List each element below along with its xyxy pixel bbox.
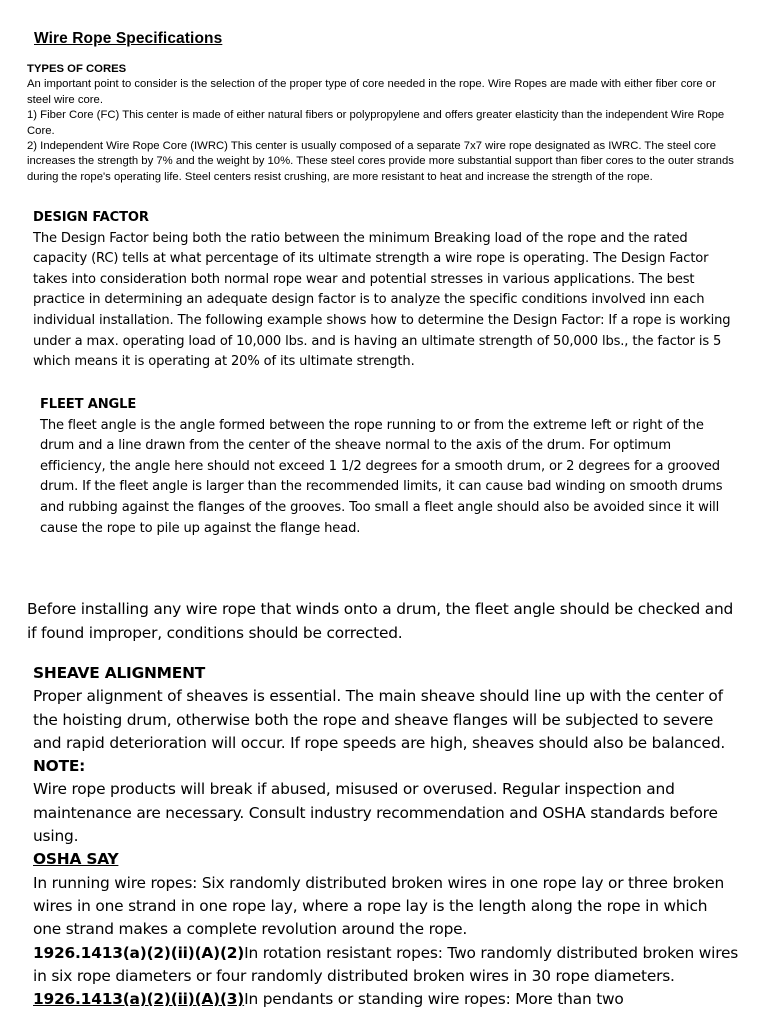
types-of-cores-section xyxy=(27,62,739,185)
types-of-cores-intro: An important point to consider is the selection of the proper type of core needed in the rope. Wire Ropes are made with either fiber core or steel wire core. xyxy=(27,78,716,106)
before-installing-section xyxy=(27,598,737,645)
document-title: Wire Rope Specifications xyxy=(34,30,223,47)
osha-ref-2: 1926.1413(a)(2)(ii)(A)(3) xyxy=(33,990,245,1009)
fleet-angle-heading: FLEET ANGLE xyxy=(40,397,137,412)
design-factor-heading: DESIGN FACTOR xyxy=(33,210,149,225)
sheave-alignment-heading: SHEAVE ALIGNMENT xyxy=(33,664,206,682)
osha-text-2: In pendants or standing wire ropes: More than two xyxy=(244,990,624,1009)
types-of-cores-heading: TYPES OF CORES xyxy=(27,63,127,75)
sheave-alignment-body: Proper alignment of sheaves is essential. The main sheave should line up with the center of the hoisting drum, otherwise both the rope and sheave flanges will be subjected to severe and rapid deterioration will occur. If rope speeds are high, sheaves should also be balanced. xyxy=(33,687,726,752)
note-heading: NOTE: xyxy=(33,757,86,776)
note-body: Wire rope products will break if abused, misused or overused. Regular inspection and maintenance are necessary. Consult industry recommendation and OSHA standards before using. xyxy=(33,780,718,846)
osha-rotation-resistant xyxy=(33,942,739,1012)
osha-ref-1: 1926.1413(a)(2)(ii)(A)(2) xyxy=(33,943,245,962)
lower-section xyxy=(33,662,739,1011)
before-installing-text: Before installing any wire rope that winds onto a drum, the fleet angle should be checked and if found improper, conditions should be corrected. xyxy=(27,600,734,642)
osha-text-1: In rotation resistant ropes: Two randomly distributed broken wires in six rope diameters or four randomly distributed broken wires in 30 rope diameters. xyxy=(33,943,739,985)
design-factor-body: The Design Factor being both the ratio between the minimum Breaking load of the rope and the rated capacity (RC) tells at what percentage of its ultimate strength a wire rope is operating. The Design Factor takes into consideration both normal rope wear and potential stresses in various applications. The best practice in determining an adequate design factor is to analyze the specific conditions involved inn each individual installation. The following example shows how to determine the Design Factor: If a rope is working under a max. operating load of 10,000 lbs. and is having an ultimate strength of 50,000 lbs., the factor is 5 which means it is operating at 20% of its ultimate strength. xyxy=(33,230,731,370)
fiber-core-item: 1) Fiber Core (FC) This center is made of either natural fibers or polypropylene and offers greater elasticity than the independent Wire Rope Core. xyxy=(27,109,725,137)
iwrc-item: 2) Independent Wire Rope Core (IWRC) This center is usually composed of a separate 7x7 wire rope designated as IWRC. The steel core increases the strength by 7% and the weight by 10%. These steel cores provide more substantial support than fiber cores to the outer strands during the rope's operating life. Steel centers resist crushing, are more resistant to heat and increase the strength of the rope. xyxy=(27,140,734,183)
osha-body: In running wire ropes: Six randomly distributed broken wires in one rope lay or three broken wires in one strand in one rope lay, where a rope lay is the length along the rope in which one strand makes a complete revolution around the rope. xyxy=(33,873,725,939)
design-factor-section xyxy=(33,208,733,373)
osha-heading: OSHA SAY xyxy=(33,850,119,869)
fleet-angle-body: The fleet angle is the angle formed between the rope running to or from the extreme left or right of the drum and a line drawn from the center of the sheave normal to the axis of the drum. For optimum efficiency, the angle here should not exceed 1 1/2 degrees for a smooth drum, or 2 degrees for a grooved drum. If the fleet angle is larger than the recommended limits, it can cause bad winding on smooth drums and rubbing against the flanges of the grooves. Too small a fleet angle should also be avoided since it will cause the rope to pile up against the flange head. xyxy=(40,417,723,536)
fleet-angle-section xyxy=(40,395,730,539)
